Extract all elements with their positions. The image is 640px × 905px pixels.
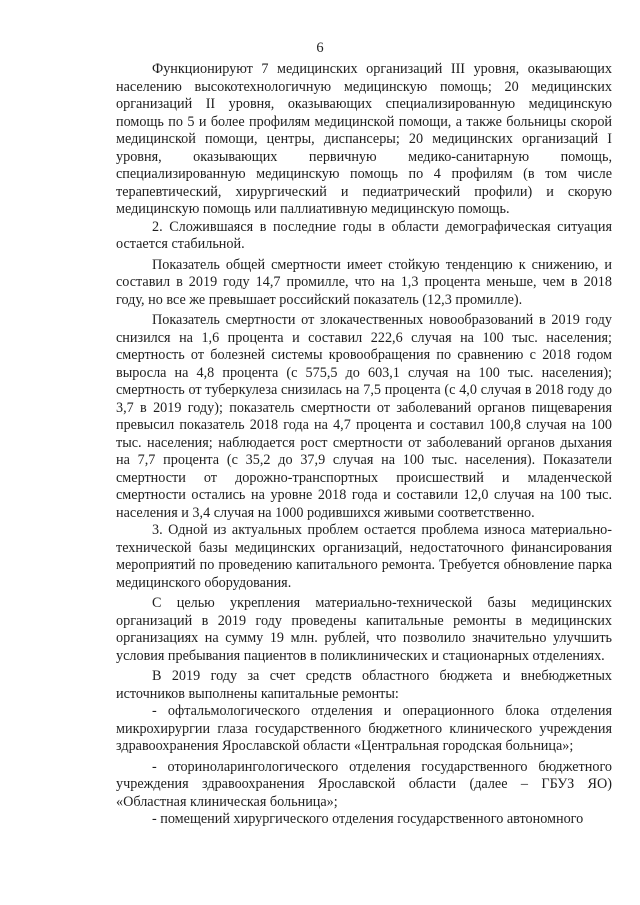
paragraph-medical-organizations: Функционируют 7 медицинских организаций III уровня, оказывающих населению высокотехнологичную медицинскую помощь; 20 медицинских организаций II уровня, оказывающих специализированную медицинскую помощь по 5 и более профилям медицинской помощи, а также больницы скорой медицинской помощи, центры, диспансеры; 20 медицинских организаций I уровня, оказывающих первичную медико-санитарную помощь, специализированную медицинскую помощь по 4 профилям (в том числе терапевтический, хирургический и педиатрический профили) и скорую медицинскую помощь или паллиативную медицинскую помощь. (116, 61, 612, 217)
paragraph-capital-repairs: С целью укрепления материально-технической базы медицинских организаций в 2019 году проведены капитальные ремонты в медицинских организациях на сумму 19 млн. рублей, что позволило значительно улучшить условия пребывания пациентов в поликлинических и стационарных отделениях. (116, 595, 612, 664)
list-item-ophthalmology: - офтальмологического отделения и операционного блока отделения микрохирургии глаза государственного бюджетного клинического учреждения здравоохранения Ярославской области «Центральная городская больница»; (116, 703, 612, 754)
document-body (116, 61, 612, 829)
paragraph-repairs-intro: В 2019 году за счет средств областного бюджета и внебюджетных источников выполнены капитальные ремонты: (116, 668, 612, 702)
paragraph-general-mortality: Показатель общей смертности имеет стойкую тенденцию к снижению, и составил в 2019 году 14,7 промилле, что на 1,3 процента меньше, чем в 2018 году, но все же превышает российский показатель (12,3 промилле). (116, 256, 612, 308)
paragraph-demographic-situation: 2. Сложившаяся в последние годы в области демографическая ситуация остается стабильной. (116, 218, 612, 252)
list-item-otolaryngology: - оториноларингологического отделения государственного бюджетного учреждения здравоохранения Ярославской области (далее – ГБУЗ ЯО) «Областная клиническая больница»; (116, 758, 612, 810)
paragraph-mortality-causes: Показатель смертности от злокачественных новообразований в 2019 году снизился на 1,6 процента и составил 222,6 случая на 100 тыс. населения; смертность от болезней системы кровообращения по сравнению с 2018 годом выросла на 4,8 процента (с 575,5 до 603,1 случая на 100 тыс. населения); смертность от туберкулеза снизилась на 7,5 процента (с 4,0 случая в 2018 году до 3,7 в 2019 году); показатель смертности от заболеваний органов пищеварения превысил показатель 2018 года на 4,7 процента и составил 100,8 случая на 100 тыс. населения; наблюдается рост смертности от заболеваний органов дыхания на 7,7 процента (с 35,2 до 37,9 случая на 100 тыс. населения). Показатели смертности от дорожно-транспортных происшествий и младенческой смертности остались на уровне 2018 года и составили 12,0 случая на 100 тыс. населения и 3,4 случая на 1000 родившихся живыми соответственно. (116, 312, 612, 521)
list-item-surgical-department: - помещений хирургического отделения государственного автономного (152, 811, 584, 827)
page-number: 6 (316, 40, 324, 56)
paragraph-infrastructure-problem: 3. Одной из актуальных проблем остается проблема износа материально-технической базы медицинских организаций, недостаточного финансирования мероприятий по проведению капитального ремонта. Требуется обновление парка медицинского оборудования. (116, 522, 612, 591)
